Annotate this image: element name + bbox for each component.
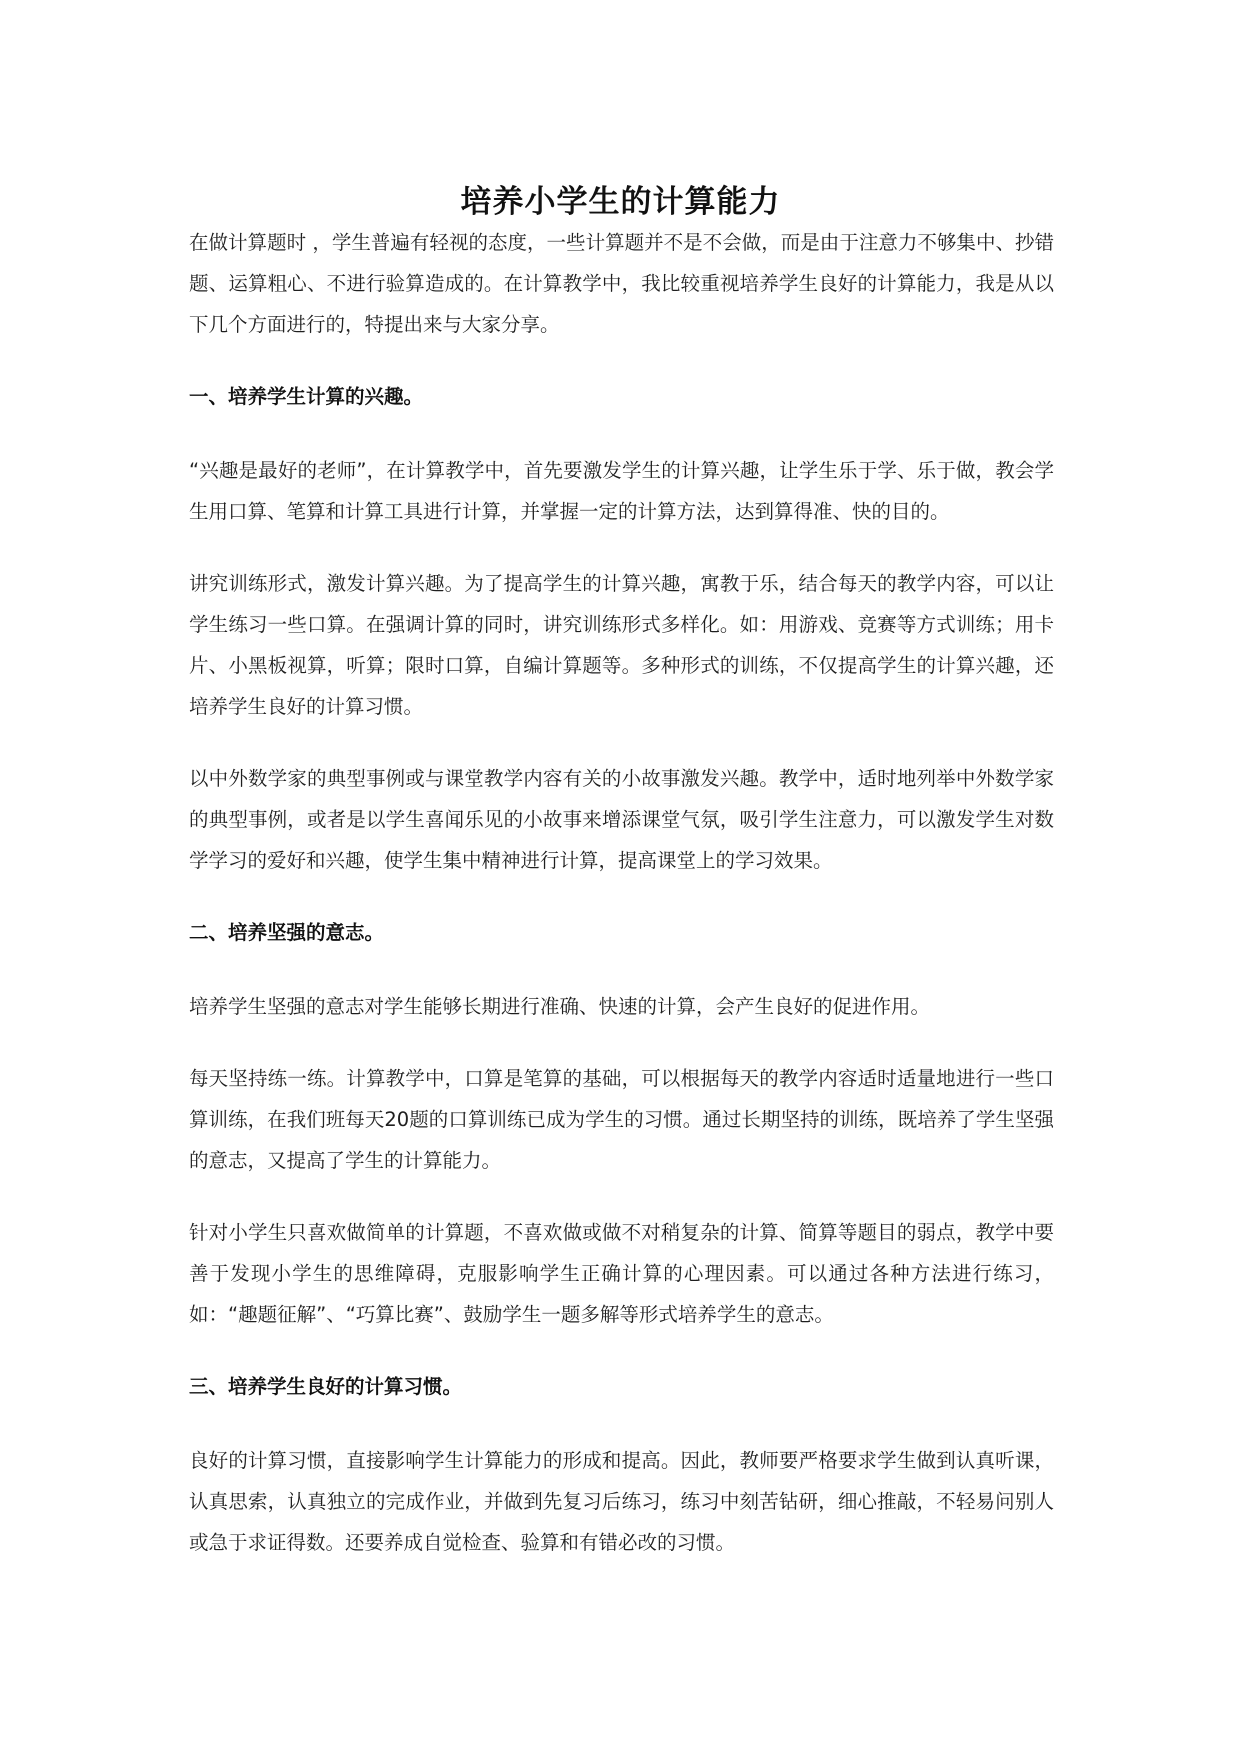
section-2-paragraph-2: 每天坚持练一练。计算教学中，口算是笔算的基础，可以根据每天的教学内容适时适量地进行一些口算训练，在我们班每天20题的口算训练已成为学生的习惯。通过长期坚持的训练，既培养了学生坚强的意志，又提高了学生的计算能力。 <box>189 1067 1054 1172</box>
document-title: 培养小学生的计算能力 <box>460 183 781 220</box>
section-heading-2: 二、培养坚强的意志。 <box>189 921 385 944</box>
section-heading-3: 三、培养学生良好的计算习惯。 <box>189 1375 463 1398</box>
section-2-paragraph-1: 培养学生坚强的意志对学生能够长期进行准确、快速的计算，会产生良好的促进作用。 <box>189 995 931 1018</box>
intro-paragraph: 在做计算题时 ，学生普遍有轻视的态度，一些计算题并不是不会做，而是由于注意力不够集中、抄错题、运算粗心、不进行验算造成的。在计算教学中，我比较重视培养学生良好的计算能力，我是从以下几个方面进行的，特提出来与大家分享。 <box>189 231 1054 336</box>
section-1-paragraph-1: “兴趣是最好的老师”，在计算教学中，首先要激发学生的计算兴趣，让学生乐于学、乐于做，教会学生用口算、笔算和计算工具进行计算，并掌握一定的计算方法，达到算得准、快的目的。 <box>189 459 1054 523</box>
section-1-paragraph-3: 以中外数学家的典型事例或与课堂教学内容有关的小故事激发兴趣。教学中，适时地列举中外数学家的典型事例，或者是以学生喜闻乐见的小故事来增添课堂气氛，吸引学生注意力，可以激发学生对数学学习的爱好和兴趣，使学生集中精神进行计算，提高课堂上的学习效果。 <box>189 767 1054 872</box>
section-2-paragraph-3: 针对小学生只喜欢做简单的计算题，不喜欢做或做不对稍复杂的计算、简算等题目的弱点，教学中要善于发现小学生的思维障碍，克服影响学生正确计算的心理因素。可以通过各种方法进行练习，如：“趣题征解”、“巧算比赛”、鼓励学生一题多解等形式培养学生的意志。 <box>189 1221 1054 1326</box>
section-3-paragraph-1: 良好的计算习惯，直接影响学生计算能力的形成和提高。因此，教师要严格要求学生做到认真听课，认真思索，认真独立的完成作业，并做到先复习后练习，练习中刻苦钻研，细心推敲，不轻易问别人或急于求证得数。还要养成自觉检查、验算和有错必改的习惯。 <box>189 1449 1054 1554</box>
section-1-paragraph-2: 讲究训练形式，激发计算兴趣。为了提高学生的计算兴趣，寓教于乐，结合每天的教学内容，可以让学生练习一些口算。在强调计算的同时，讲究训练形式多样化。如：用游戏、竞赛等方式训练；用卡片、小黑板视算，听算；限时口算，自编计算题等。多种形式的训练，不仅提高学生的计算兴趣，还培养学生良好的计算习惯。 <box>189 572 1054 718</box>
document-body <box>189 222 1054 1594</box>
section-heading-1: 一、培养学生计算的兴趣。 <box>189 385 424 408</box>
